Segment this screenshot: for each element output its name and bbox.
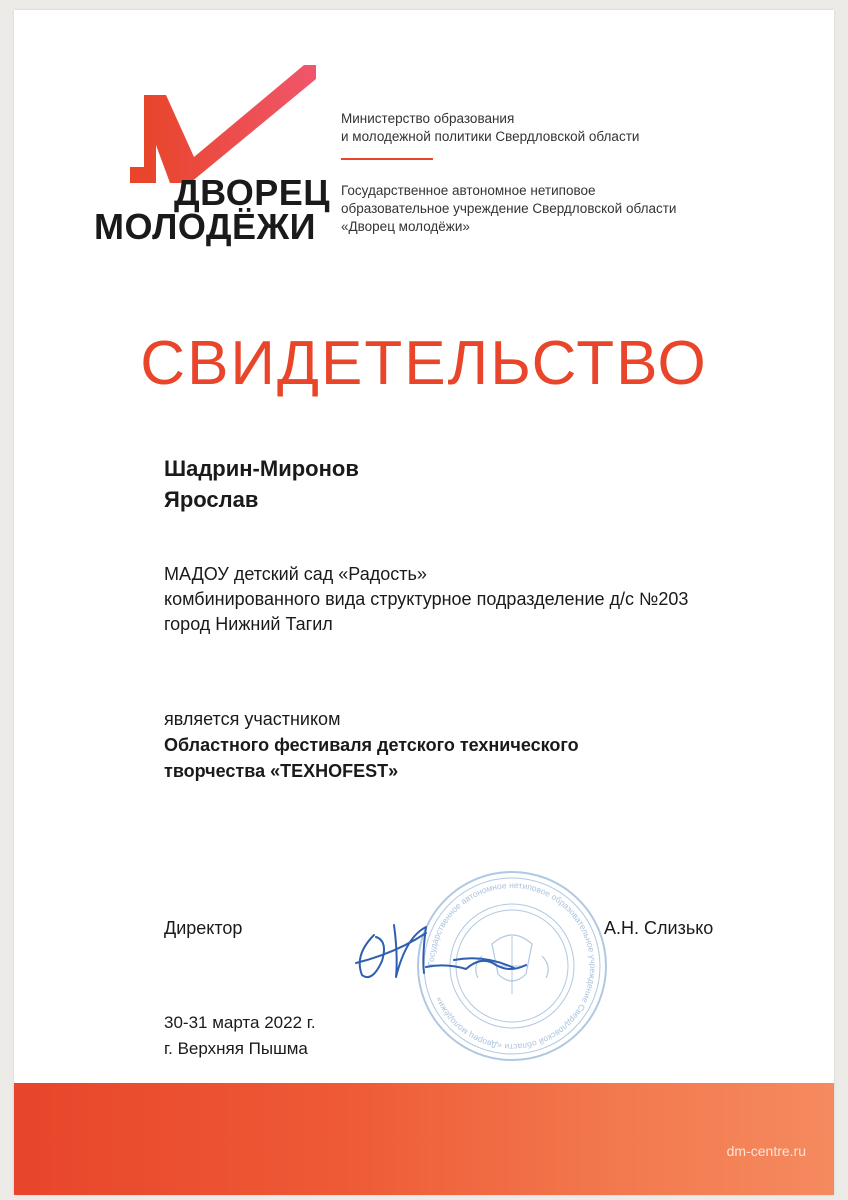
recipient-firstname: Ярослав <box>164 487 259 512</box>
school-line: комбинированного вида структурное подразделение д/с №203 <box>164 589 689 609</box>
ministry-line: Министерство образования <box>341 111 515 126</box>
school-line: город Нижний Тагил <box>164 614 333 634</box>
logo-mark-icon <box>94 65 324 185</box>
logo-text-line2: МОЛОДЁЖИ <box>94 206 317 247</box>
event-name-line: Областного фестиваля детского технического <box>164 735 579 755</box>
recipient-surname: Шадрин-Миронов <box>164 456 359 481</box>
director-signature-icon <box>334 905 544 995</box>
participation-text <box>164 706 579 784</box>
footer-band <box>14 1083 834 1195</box>
website-link[interactable]: dm-centre.ru <box>726 1143 806 1159</box>
director-name: А.Н. Слизько <box>604 918 714 938</box>
logo-text-line1: ДВОРЕЦ <box>174 172 331 213</box>
stamp-text: Государственное автономное нетиповое образовательное учреждение Свердловской области «Дворец молодёжи» <box>425 879 598 1053</box>
issue-date: 30-31 марта 2022 г. <box>164 1013 316 1032</box>
issue-place: г. Верхняя Пышма <box>164 1039 308 1058</box>
institution-line: Государственное автономное нетиповое <box>341 183 596 198</box>
ministry-line: и молодежной политики Свердловской области <box>341 129 640 144</box>
participation-intro: является участником <box>164 709 341 729</box>
institution-line: «Дворец молодёжи» <box>341 219 470 234</box>
event-name-line: творчества «TEXHOFEST» <box>164 761 399 781</box>
school-line: МАДОУ детский сад «Радость» <box>164 564 427 584</box>
recipient-name <box>164 453 359 515</box>
institution-name <box>341 182 676 236</box>
ministry-name <box>341 110 639 146</box>
director-label: Директор <box>164 918 243 938</box>
certificate-title: СВИДЕТЕЛЬСТВО <box>140 329 708 398</box>
institution-line: образовательное учреждение Свердловской области <box>341 201 677 216</box>
issue-info <box>164 1010 316 1062</box>
dvorets-molodezhi-logo <box>94 65 331 255</box>
header-divider <box>341 158 433 160</box>
school-info <box>164 562 688 637</box>
certificate-sheet <box>14 10 834 1195</box>
